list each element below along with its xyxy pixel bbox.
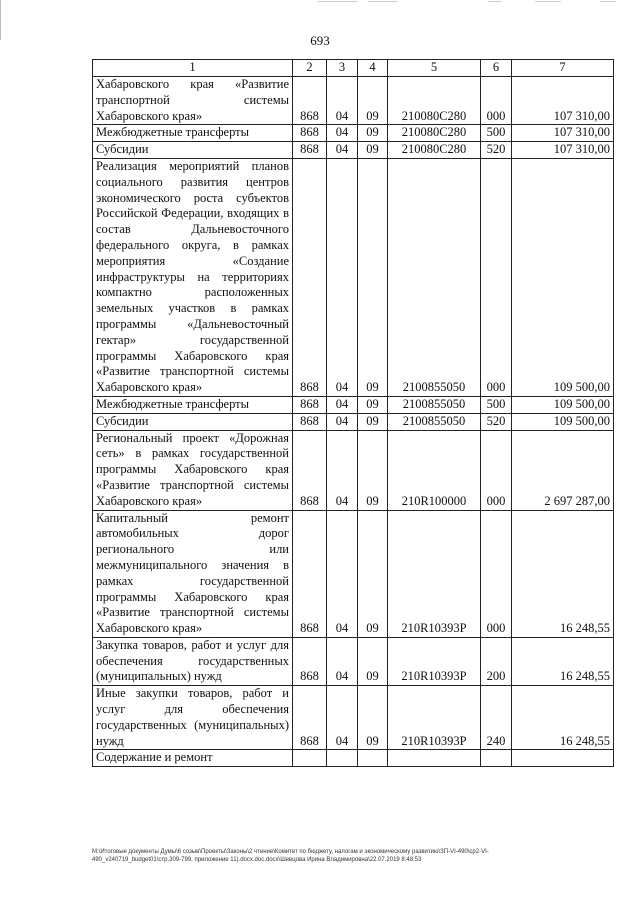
cell-grbs: 868 bbox=[293, 396, 327, 413]
cell-amount: 2 697 287,00 bbox=[512, 430, 614, 510]
cell-grbs: 868 bbox=[293, 686, 327, 750]
cell-subsection: 09 bbox=[358, 430, 388, 510]
cell-grbs: 868 bbox=[293, 637, 327, 685]
header-col-5: 5 bbox=[388, 60, 481, 77]
row-name: Межбюджетные трансферты bbox=[93, 396, 293, 413]
row-name: Содержание и ремонт bbox=[93, 750, 293, 767]
table-row bbox=[93, 396, 614, 413]
cell-expense-type: 500 bbox=[481, 396, 512, 413]
cell-section: 04 bbox=[327, 430, 358, 510]
cell-expense-type: 000 bbox=[481, 510, 512, 637]
row-name: Межбюджетные трансферты bbox=[93, 125, 293, 142]
cell-grbs: 868 bbox=[293, 510, 327, 637]
row-name: Закупка товаров, работ и услуг для обеспечения государственных (муниципальных) нужд bbox=[93, 637, 293, 685]
footer-line-2: 490_v240719_budget01\стр.309-799, приложение 11).docx.doc.docx\Шевцова Ирина Владимировна\22.07.2019 8:48:53 bbox=[92, 857, 422, 863]
cell-empty bbox=[481, 750, 512, 767]
cell-grbs: 868 bbox=[293, 413, 327, 430]
cell-grbs: 868 bbox=[293, 142, 327, 159]
cell-section: 04 bbox=[327, 413, 358, 430]
cell-amount: 107 310,00 bbox=[512, 125, 614, 142]
header-col-6: 6 bbox=[481, 60, 512, 77]
cell-subsection: 09 bbox=[358, 77, 388, 125]
cell-expense-type: 500 bbox=[481, 125, 512, 142]
table-row bbox=[93, 510, 614, 637]
row-name: Региональный проект «Дорожная сеть» в рамках государственной программы Хабаровского края «Развитие транспортной системы Хабаровского края» bbox=[93, 430, 293, 510]
cell-grbs: 868 bbox=[293, 77, 327, 125]
cell-section: 04 bbox=[327, 396, 358, 413]
cell-target-article: 210R10393P bbox=[388, 510, 481, 637]
row-name: Иные закупки товаров, работ и услуг для обеспечения государственных (муниципальных) нужд bbox=[93, 686, 293, 750]
cell-empty bbox=[293, 750, 327, 767]
table-row bbox=[93, 413, 614, 430]
table-row bbox=[93, 77, 614, 125]
cell-subsection: 09 bbox=[358, 158, 388, 396]
cell-subsection: 09 bbox=[358, 142, 388, 159]
cell-target-article: 210080С280 bbox=[388, 125, 481, 142]
table-row bbox=[93, 430, 614, 510]
cell-subsection: 09 bbox=[358, 413, 388, 430]
cell-expense-type: 000 bbox=[481, 77, 512, 125]
row-name: Реализация мероприятий планов социального развития центров экономического роста субъектов Российской Федерации, входящих в состав Дальневосточного федерального округа, в рамках мероприятия «Создание инфраструктуры на территориях компактно расположенных земельных участков в рамках программы «Дальневосточный гектар» государственной программы Хабаровского края «Развитие транспортной системы Хабаровского края» bbox=[93, 158, 293, 396]
cell-expense-type: 200 bbox=[481, 637, 512, 685]
cell-target-article: 210080С280 bbox=[388, 142, 481, 159]
cell-empty bbox=[388, 750, 481, 767]
cell-expense-type: 520 bbox=[481, 413, 512, 430]
cell-section: 04 bbox=[327, 77, 358, 125]
cell-grbs: 868 bbox=[293, 125, 327, 142]
cell-amount: 109 500,00 bbox=[512, 413, 614, 430]
cell-amount: 16 248,55 bbox=[512, 686, 614, 750]
cell-subsection: 09 bbox=[358, 125, 388, 142]
cell-section: 04 bbox=[327, 510, 358, 637]
cell-amount: 109 500,00 bbox=[512, 158, 614, 396]
cell-target-article: 2100855050 bbox=[388, 158, 481, 396]
header-col-4: 4 bbox=[358, 60, 388, 77]
table-row-partial bbox=[93, 750, 614, 767]
cell-section: 04 bbox=[327, 637, 358, 685]
cell-amount: 109 500,00 bbox=[512, 396, 614, 413]
cell-section: 04 bbox=[327, 142, 358, 159]
row-name: Субсидии bbox=[93, 142, 293, 159]
cell-expense-type: 520 bbox=[481, 142, 512, 159]
cell-amount: 16 248,55 bbox=[512, 637, 614, 685]
cell-target-article: 2100855050 bbox=[388, 413, 481, 430]
row-name: Хабаровского края «Развитие транспортной системы Хабаровского края» bbox=[93, 77, 293, 125]
file-path-footer bbox=[92, 848, 617, 864]
page-number: 693 bbox=[310, 33, 330, 48]
header-col-7: 7 bbox=[512, 60, 614, 77]
cell-target-article: 210080С280 bbox=[388, 77, 481, 125]
table-row bbox=[93, 125, 614, 142]
cell-section: 04 bbox=[327, 158, 358, 396]
row-name: Субсидии bbox=[93, 413, 293, 430]
cell-target-article: 2100855050 bbox=[388, 396, 481, 413]
header-col-1: 1 bbox=[93, 60, 293, 77]
footer-line-1: M:\Итоговые документы Думы\6 созыв\Проекты\Законы\2 чтение\Комитет по бюджету, налогам и экономическому развитию\ЗП-VI-490\ср2-VI- bbox=[92, 849, 489, 855]
cell-subsection: 09 bbox=[358, 396, 388, 413]
cell-grbs: 868 bbox=[293, 158, 327, 396]
cell-amount: 107 310,00 bbox=[512, 77, 614, 125]
row-name: Капитальный ремонт автомобильных дорог регионального или межмуниципального значения в рамках государственной программы Хабаровского края «Развитие транспортной системы Хабаровского края» bbox=[93, 510, 293, 637]
cell-subsection: 09 bbox=[358, 686, 388, 750]
cell-target-article: 210R10393P bbox=[388, 686, 481, 750]
table-row bbox=[93, 637, 614, 685]
cell-target-article: 210R10393P bbox=[388, 637, 481, 685]
budget-table bbox=[92, 59, 614, 767]
cell-grbs: 868 bbox=[293, 430, 327, 510]
table-row bbox=[93, 686, 614, 750]
header-row bbox=[93, 60, 614, 77]
table-row bbox=[93, 142, 614, 159]
header-col-3: 3 bbox=[327, 60, 358, 77]
table-row bbox=[93, 158, 614, 396]
cell-subsection: 09 bbox=[358, 637, 388, 685]
cell-expense-type: 240 bbox=[481, 686, 512, 750]
header-col-2: 2 bbox=[293, 60, 327, 77]
top-edge-smudge bbox=[0, 0, 640, 6]
cell-target-article: 210R100000 bbox=[388, 430, 481, 510]
cell-section: 04 bbox=[327, 125, 358, 142]
cell-section: 04 bbox=[327, 686, 358, 750]
cell-amount: 107 310,00 bbox=[512, 142, 614, 159]
cell-subsection: 09 bbox=[358, 510, 388, 637]
cell-empty bbox=[327, 750, 358, 767]
cell-amount: 16 248,55 bbox=[512, 510, 614, 637]
cell-empty bbox=[512, 750, 614, 767]
cell-expense-type: 000 bbox=[481, 430, 512, 510]
cell-empty bbox=[358, 750, 388, 767]
cell-expense-type: 000 bbox=[481, 158, 512, 396]
